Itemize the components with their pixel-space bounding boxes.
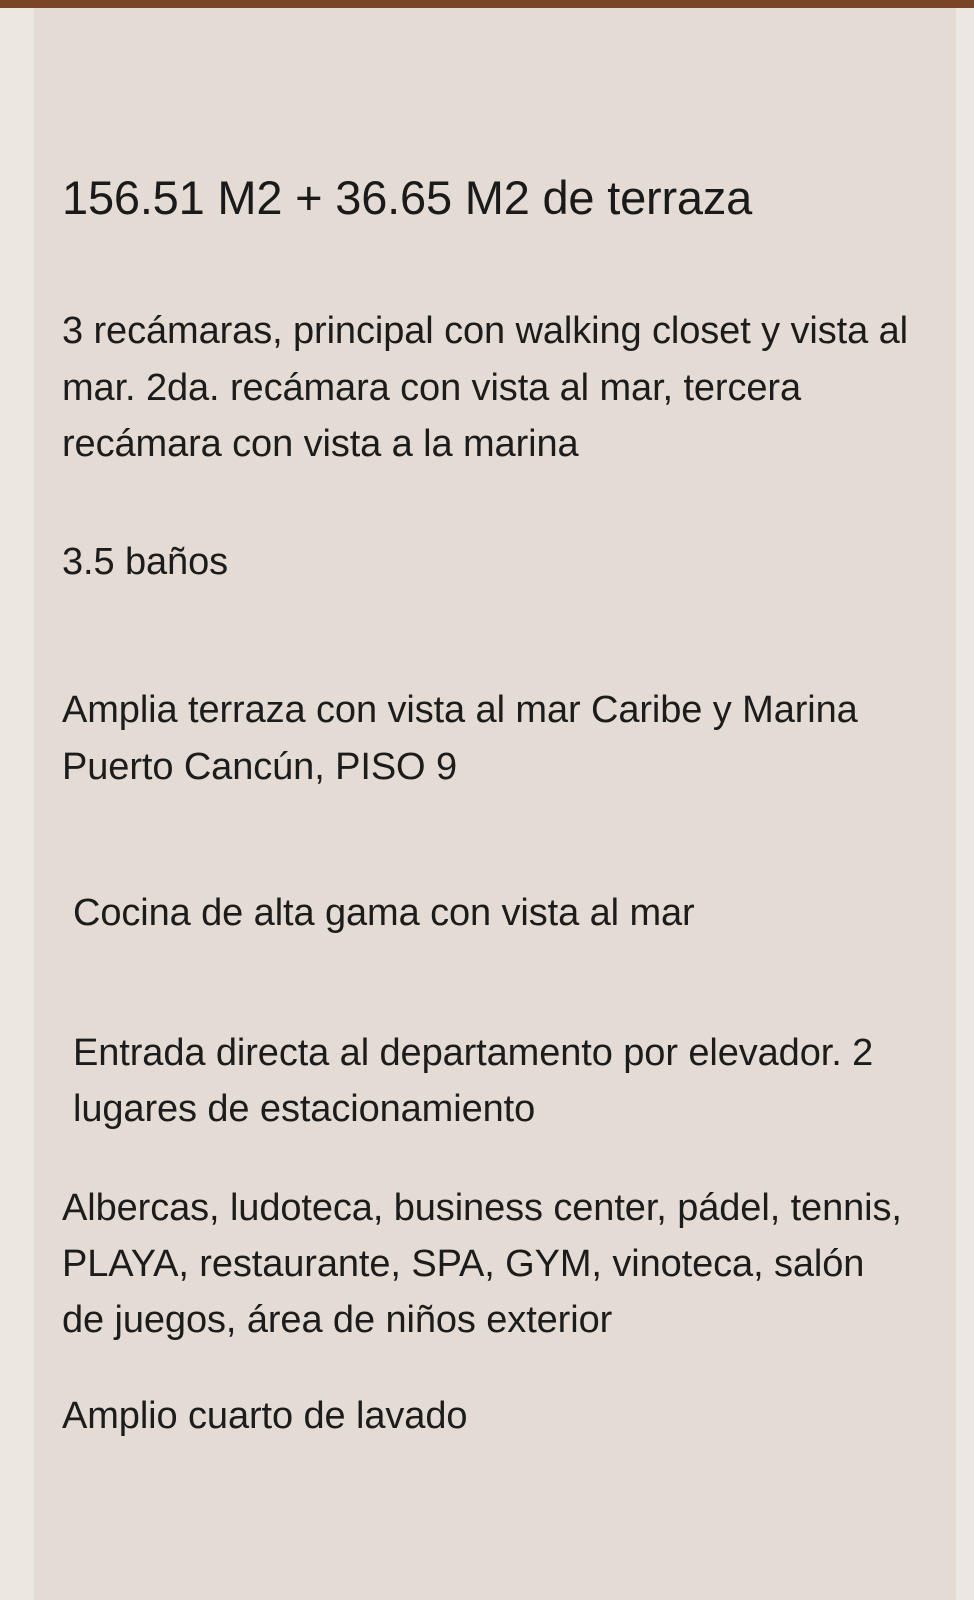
terrace-description: Amplia terraza con vista al mar Caribe y Marina Puerto Cancún, PISO 9 — [62, 689, 858, 788]
entrance-parking-description: Entrada directa al departamento por elevador. 2 lugares de estacionamiento — [73, 1032, 874, 1131]
document-content — [34, 8, 956, 1445]
amenities-description: Albercas, ludoteca, business center, pádel, tennis, PLAYA, restaurante, SPA, GYM, vinoteca, salón de juegos, área de niños exterior — [62, 1186, 902, 1342]
left-margin-band — [0, 8, 34, 1600]
laundry-description: Amplio cuarto de lavado — [62, 1395, 468, 1438]
top-accent-strip — [0, 0, 974, 8]
bedrooms-description: 3 recámaras, principal con walking closet y vista al mar. 2da. recámara con vista al mar, tercera recámara con vista a la marina — [62, 310, 908, 465]
page-title: 156.51 M2 + 36.65 M2 de terraza — [62, 171, 753, 224]
right-margin-band — [956, 8, 974, 1600]
bathrooms-description: 3.5 baños — [62, 541, 229, 584]
document-page — [34, 8, 956, 1600]
kitchen-description: Cocina de alta gama con vista al mar — [73, 891, 695, 934]
